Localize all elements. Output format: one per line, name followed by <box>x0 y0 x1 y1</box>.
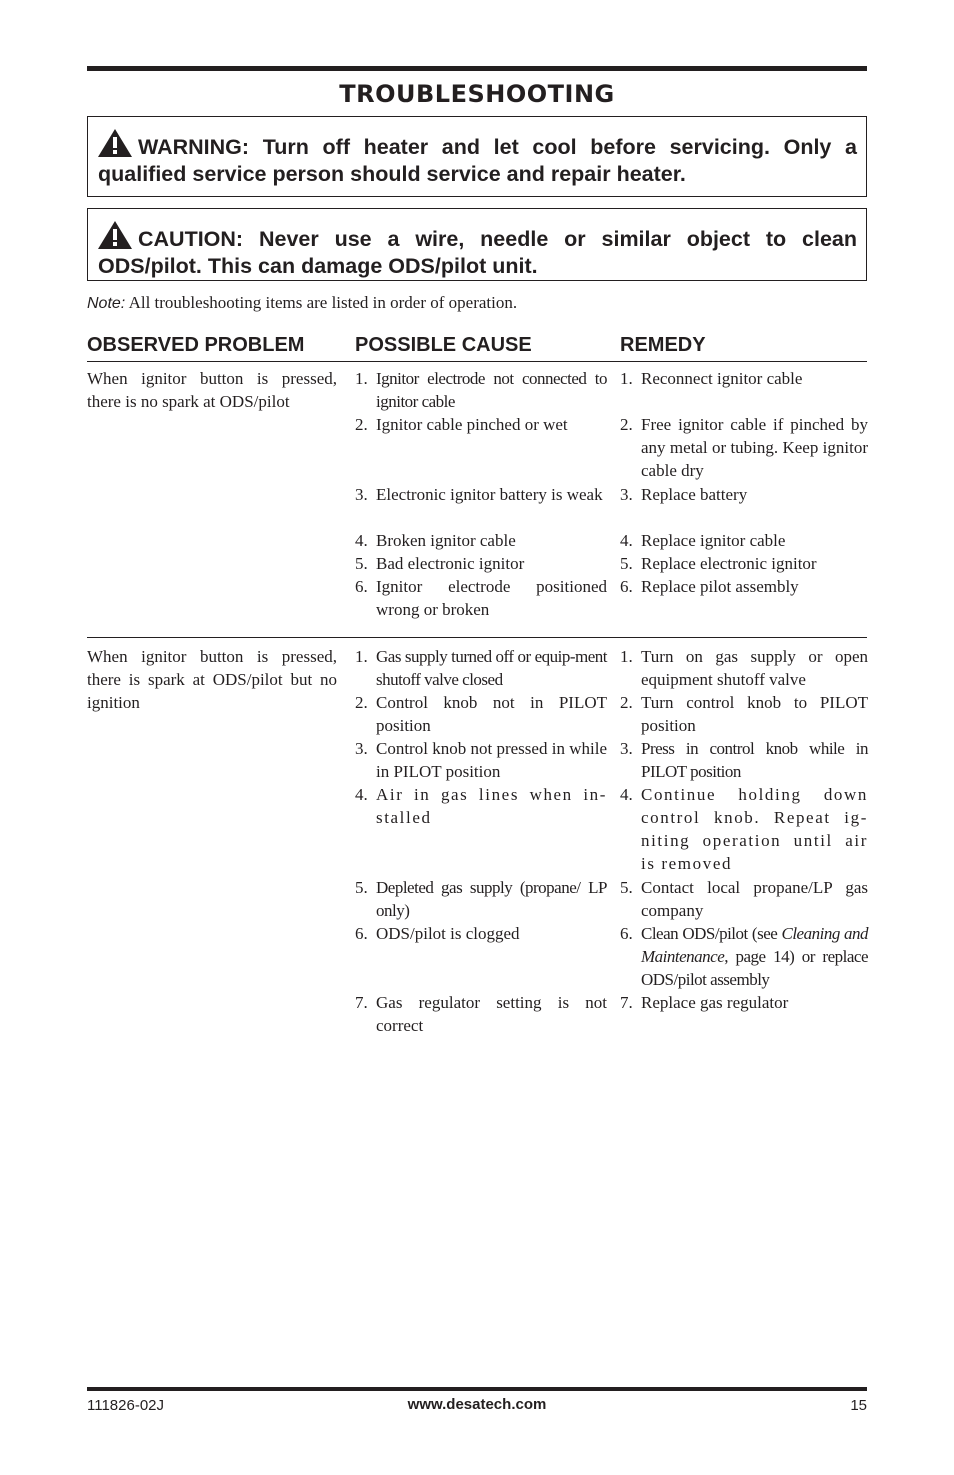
manual-page <box>87 0 867 1475</box>
cause-item: 3. Electronic ignitor battery is weak <box>355 485 603 504</box>
section-rule <box>87 637 867 638</box>
cause-item: 1. Gas supply turned off or equip-ment shutoff valve closed <box>355 647 607 690</box>
cause-item: 2. Control knob not in PILOT position <box>355 693 607 736</box>
page-title: TROUBLESHOOTING <box>339 80 615 108</box>
remedy-item: 1. Reconnect ignitor cable <box>620 369 803 388</box>
column-header-remedy: REMEDY <box>620 334 706 356</box>
remedy-item: 7. Replace gas regulator <box>620 993 789 1012</box>
cause-item: 4. Broken ignitor cable <box>355 531 516 550</box>
remedy-item: 1. Turn on gas supply or open equipment shutoff valve <box>620 647 868 690</box>
website-link[interactable]: www.desatech.com <box>407 1396 547 1413</box>
observed-problem: When ignitor button is pressed, there is no spark at ODS/pilot <box>87 369 337 412</box>
column-header-cause: POSSIBLE CAUSE <box>355 334 532 356</box>
caution-box <box>87 208 867 281</box>
top-rule <box>87 66 867 71</box>
cause-item: 3. Control knob not pressed in while in PILOT position <box>355 739 607 782</box>
warning-text: WARNING: Turn off heater and let cool before servicing. Only a qualified service person should service and repair heater. <box>98 135 857 186</box>
note-label: Note: <box>87 295 126 312</box>
cause-item: 6. Ignitor electrode positioned wrong or broken <box>355 577 607 620</box>
header-rule <box>87 361 867 362</box>
remedy-item: 4. Replace ignitor cable <box>620 531 786 550</box>
note <box>87 293 517 313</box>
note-text: All troubleshooting items are listed in order of operation. <box>128 293 518 312</box>
observed-problem: When ignitor button is pressed, there is spark at ODS/pilot but no ignition <box>87 647 337 713</box>
remedy-item: 5. Replace electronic ignitor <box>620 554 817 573</box>
warning-triangle-icon <box>98 129 132 157</box>
cause-item: 5. Bad electronic ignitor <box>355 554 525 573</box>
cause-item: 1. Ignitor electrode not connected to ignitor cable <box>355 369 607 412</box>
page-number: 15 <box>850 1397 867 1414</box>
cause-item: 4. Air in gas lines when in-stalled <box>355 785 607 828</box>
caution-text: CAUTION: Never use a wire, needle or similar object to clean ODS/pilot. This can damage ODS/pilot unit. <box>98 227 857 278</box>
cause-item: 5. Depleted gas supply (propane/ LP only) <box>355 878 607 921</box>
remedy-item: 2. Free ignitor cable if pinched by any metal or tubing. Keep ignitor cable dry <box>620 415 868 481</box>
cause-item: 2. Ignitor cable pinched or wet <box>355 415 568 434</box>
remedy-item: 3. Replace battery <box>620 485 748 504</box>
cause-item: 6. ODS/pilot is clogged <box>355 924 520 943</box>
document-number: 111826-02J <box>87 1397 165 1414</box>
remedy-item: 6. Clean ODS/pilot (see Cleaning and Maintenance, page 14) or replace ODS/pilot assembly <box>620 924 868 990</box>
warning-box <box>87 116 867 197</box>
remedy-item: 4. Continue holding down control knob. Repeat ig-niting operation until air is removed <box>620 785 868 874</box>
column-header-problem: OBSERVED PROBLEM <box>87 334 305 356</box>
remedy-item: 2. Turn control knob to PILOT position <box>620 693 868 736</box>
cause-item: 7. Gas regulator setting is not correct <box>355 993 607 1036</box>
remedy-item: 5. Contact local propane/LP gas company <box>620 878 868 921</box>
remedy-item: 3. Press in control knob while in PILOT position <box>620 739 868 782</box>
remedy-item: 6. Replace pilot assembly <box>620 577 799 596</box>
footer-rule <box>87 1387 867 1391</box>
warning-triangle-icon <box>98 221 132 249</box>
